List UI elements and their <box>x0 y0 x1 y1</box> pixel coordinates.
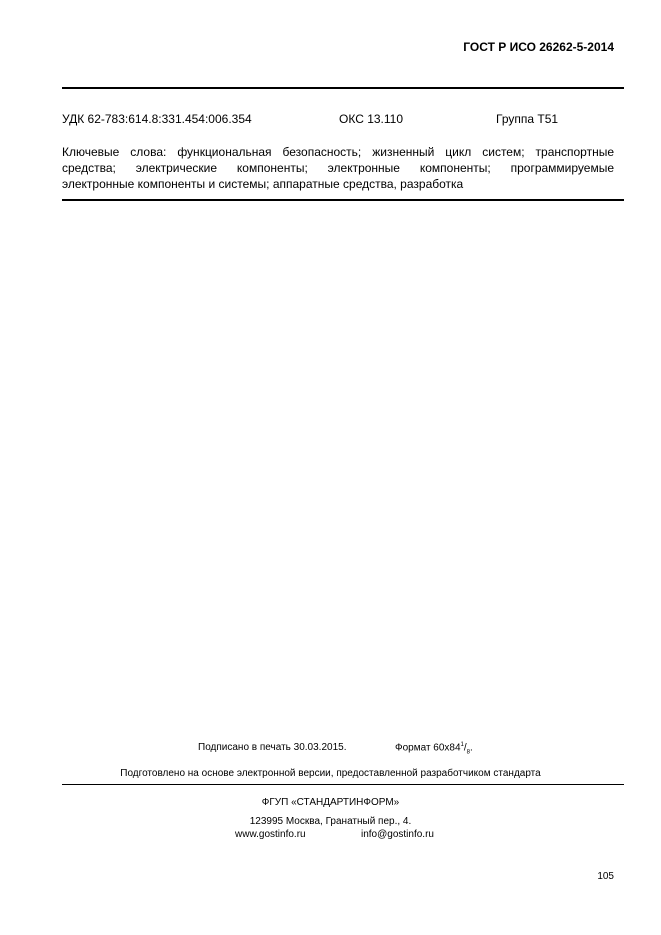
keywords-line-1: Ключевые слова: функциональная безопасность; жизненный цикл систем; транспортные <box>62 145 614 159</box>
paper-format: Формат $60x84^1/_8$. <box>395 742 473 756</box>
standard-code: ГОСТ Р ИСО 26262-5-2014 <box>463 40 614 54</box>
publisher-website[interactable]: www.gostinfo.ru <box>235 829 306 840</box>
publisher-name: ФГУП «СТАНДАРТИНФОРМ» <box>261 797 400 808</box>
format-end: . <box>470 742 473 754</box>
prepared-note: Подготовлено на основе электронной версии, предоставленной разработчиком стандарта <box>120 768 541 779</box>
publisher-email[interactable]: info@gostinfo.ru <box>361 829 434 840</box>
keywords-line-3: электронные компоненты и системы; аппаратные средства, разработка <box>62 177 464 191</box>
page-number: 105 <box>597 871 614 882</box>
format-label: Формат 60x84 <box>395 742 461 754</box>
keywords-rule <box>62 199 624 201</box>
keywords-paragraph <box>62 144 614 192</box>
format-denominator: 8 <box>466 749 471 756</box>
signed-date: Подписано в печать 30.03.2015. <box>198 742 347 753</box>
udk-code: УДК 62-783:614.8:331.454:006.354 <box>62 112 252 126</box>
header-rule <box>62 87 624 89</box>
keywords-line-2: средства; электрические компоненты; электронные компоненты; программируемые <box>62 161 614 175</box>
format-numerator: 1 <box>460 742 464 748</box>
oks-code: ОКС 13.110 <box>339 112 404 126</box>
group-code: Группа Т51 <box>496 112 559 126</box>
publisher-address: 123995 Москва, Гранатный пер., 4. <box>249 816 412 827</box>
imprint-rule <box>62 784 624 785</box>
